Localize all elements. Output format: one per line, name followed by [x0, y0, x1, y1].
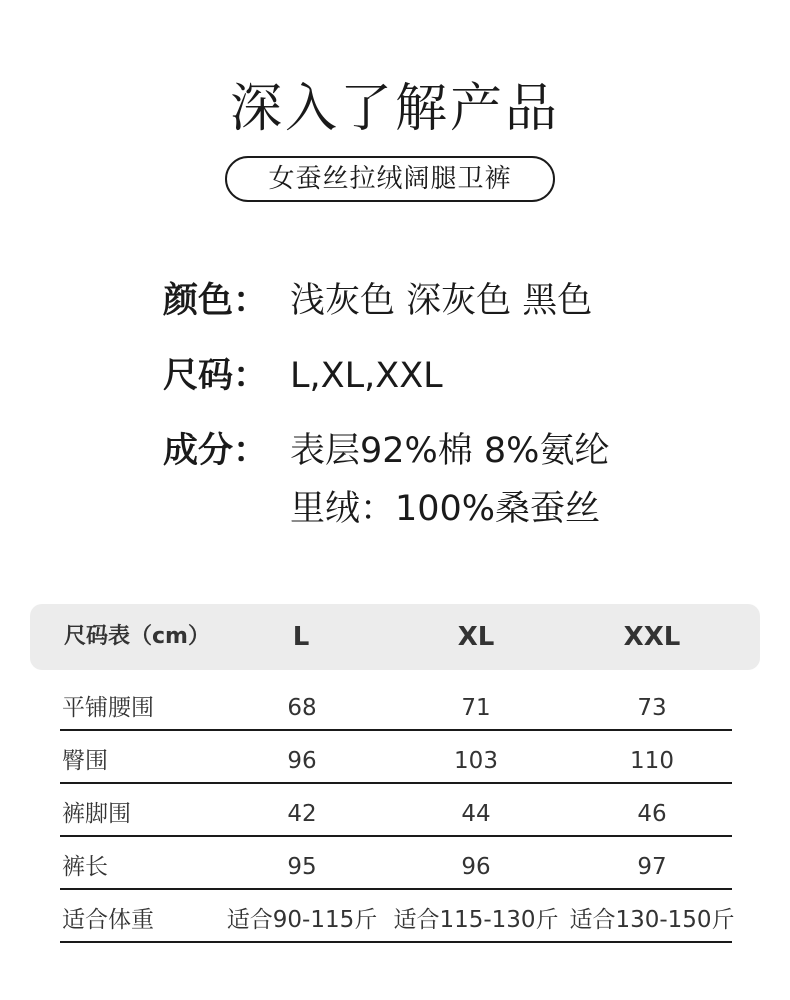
spec-material-value-line2: 里绒：100%桑蚕丝: [290, 489, 601, 529]
spec-size-value: L,XL,XXL: [290, 356, 443, 396]
spec-color-value: 浅灰色 深灰色 黑色: [290, 281, 593, 321]
row-name: 平铺腰围: [62, 695, 154, 721]
table-row: [60, 783, 732, 837]
product-name-badge: 女蚕丝拉绒阔腿卫裤: [225, 156, 555, 202]
size-header-xxl: XXL: [623, 622, 681, 652]
page-title: 深入了解产品: [229, 79, 560, 139]
row-value-l: 95: [287, 854, 317, 880]
spec-material-label: 成分：: [163, 431, 269, 471]
row-value-xl: 103: [454, 748, 498, 774]
size-header-l: L: [292, 622, 310, 652]
row-value-xl: 44: [461, 801, 491, 827]
row-value-xxl: 97: [637, 854, 667, 880]
spec-size-label: 尺码：: [163, 356, 269, 396]
row-value-l: 96: [287, 748, 317, 774]
spec-color-label: 颜色：: [163, 281, 269, 321]
size-header-xl: XL: [457, 622, 495, 652]
table-row: [60, 730, 732, 784]
row-value-l: 68: [287, 695, 317, 721]
row-value-xxl: 46: [637, 801, 667, 827]
row-name: 裤长: [62, 854, 108, 880]
row-name: 裤脚围: [62, 801, 131, 827]
row-value-l: 42: [287, 801, 317, 827]
row-value-xxl: 73: [637, 695, 667, 721]
row-value-xxl: 适合130-150斤: [569, 907, 735, 933]
row-value-xl: 96: [461, 854, 491, 880]
size-table-title: 尺码表（cm）: [64, 624, 210, 649]
size-table-header: [30, 604, 760, 670]
row-value-l: 适合90-115斤: [226, 907, 378, 933]
table-row: [60, 677, 732, 731]
row-value-xl: 71: [461, 695, 491, 721]
row-name: 适合体重: [62, 907, 154, 933]
row-name: 臀围: [62, 748, 108, 774]
table-row: [60, 836, 732, 890]
spec-material-value-line1: 表层92%棉 8%氨纶: [290, 431, 610, 471]
row-value-xxl: 110: [630, 748, 674, 774]
row-value-xl: 适合115-130斤: [393, 907, 559, 933]
table-row: [60, 889, 735, 943]
